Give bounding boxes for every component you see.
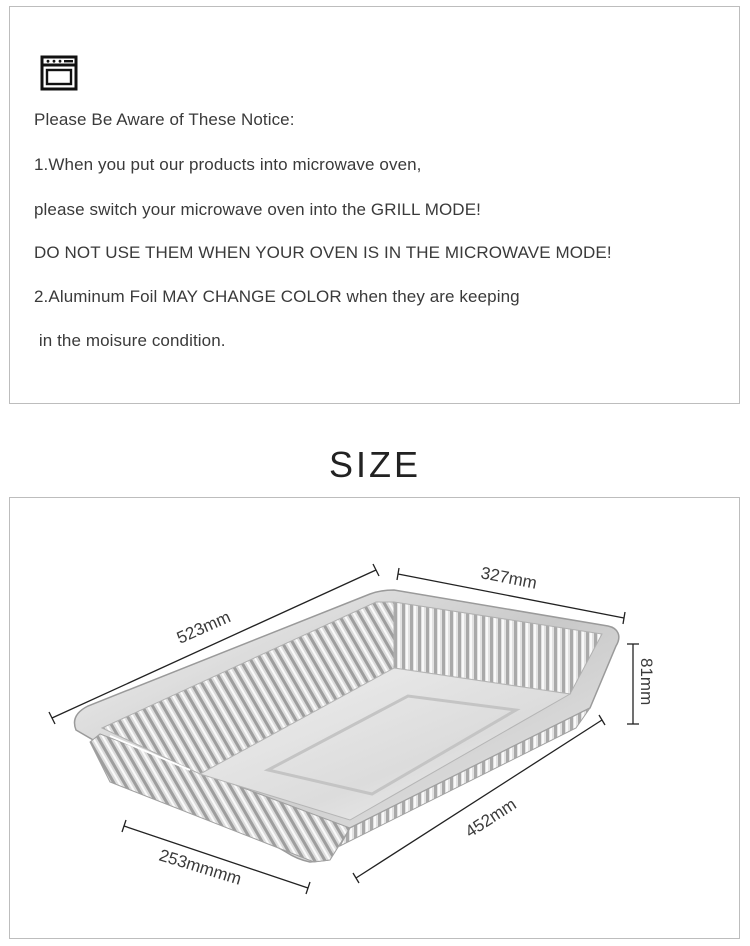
dim-label-bottom-width: 253mmmm [156, 845, 244, 889]
dim-tick-523-a [49, 712, 55, 724]
dim-label-height: 81mm [637, 658, 656, 706]
notice-line-5: in the moisure condition. [34, 331, 226, 350]
dim-tick-523-b [373, 564, 379, 576]
dim-tick-452-b [599, 715, 605, 725]
size-title: SIZE [328, 444, 421, 485]
size-diagram-box [9, 497, 740, 939]
notice-box [9, 6, 740, 404]
notice-line-4: 2.Aluminum Foil MAY CHANGE COLOR when they are keeping [34, 287, 520, 306]
dim-tick-452-a [353, 873, 359, 883]
notice-line-3: DO NOT USE THEM WHEN YOUR OVEN IS IN THE MICROWAVE MODE! [34, 243, 612, 262]
dim-label-top-width: 327mm [479, 563, 539, 593]
dim-label-top-length: 523mm [173, 607, 234, 648]
dim-label-bottom-length: 452mm [461, 794, 520, 842]
notice-line-1: 1.When you put our products into microwave oven, [34, 155, 422, 174]
tray-size-diagram [10, 498, 740, 939]
notice-line-2: please switch your microwave oven into the GRILL MODE! [34, 200, 481, 219]
notice-heading: Please Be Aware of These Notice: [34, 110, 295, 129]
oven-icon [40, 55, 78, 91]
